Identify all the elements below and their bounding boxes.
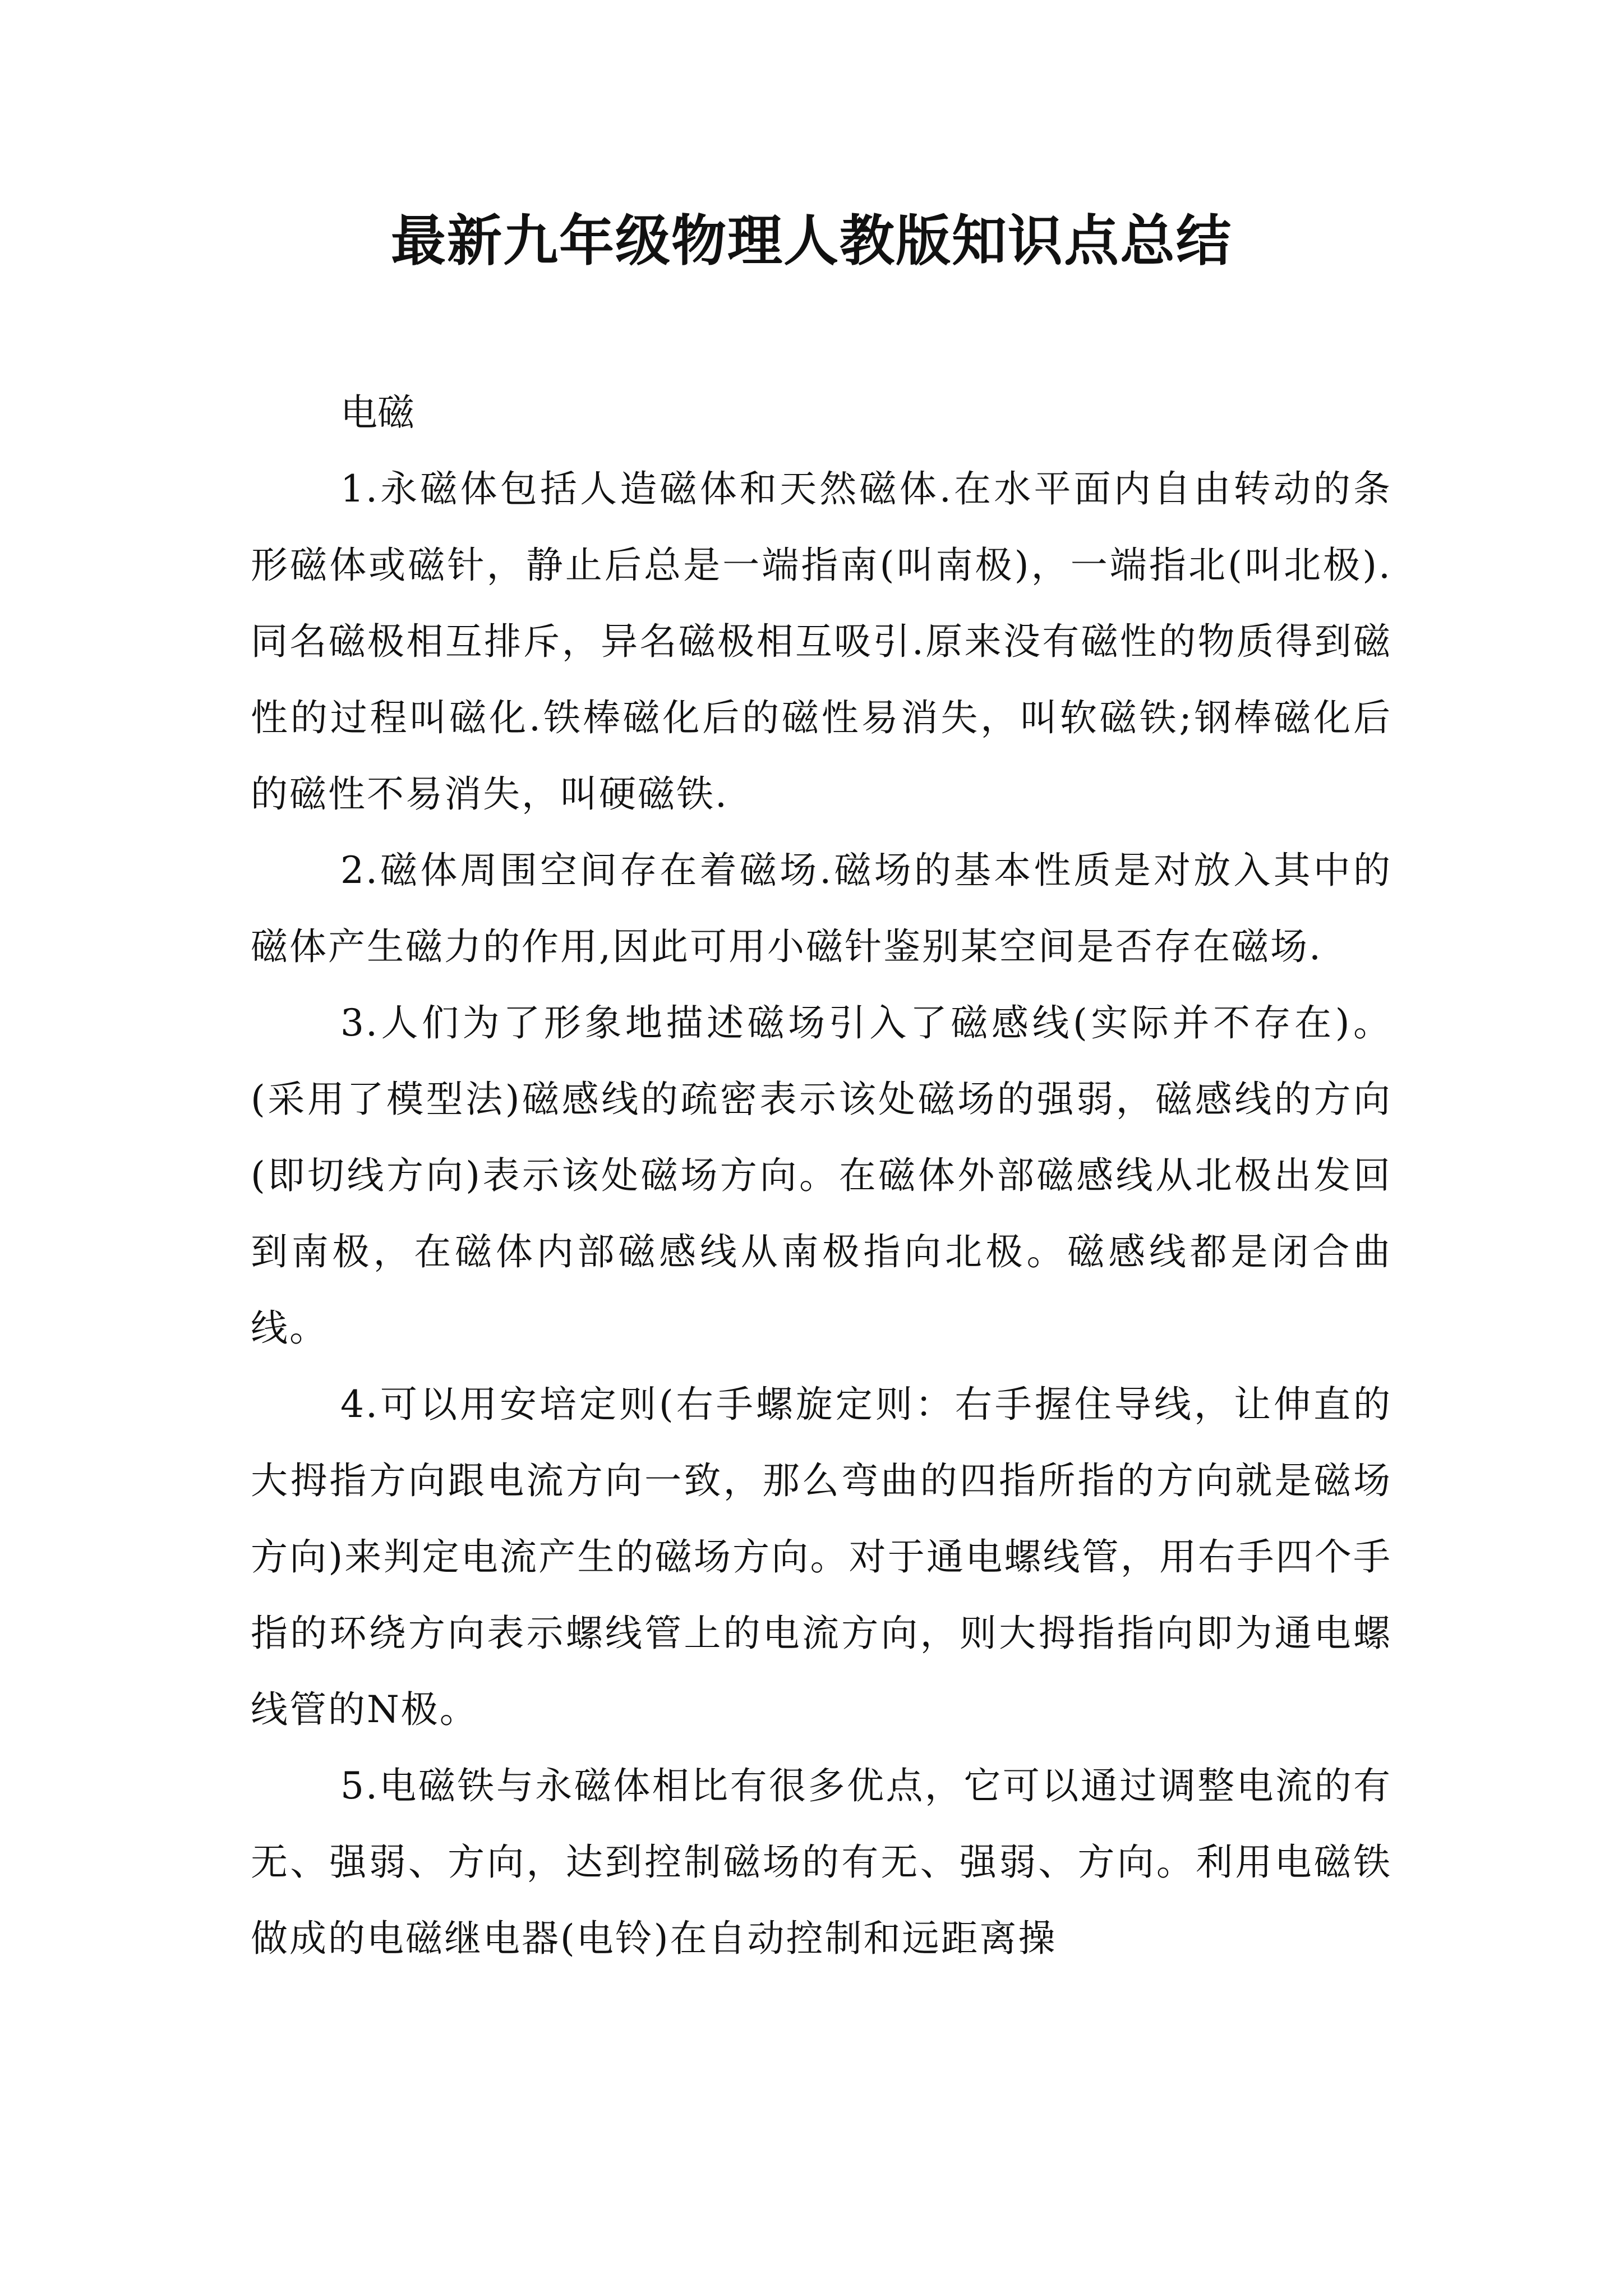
paragraph-5: 5.电磁铁与永磁体相比有很多优点，它可以通过调整电流的有无、强弱、方向，达到控制磁场的有无、强弱、方向。利用电磁铁做成的电磁继电器(电铃)在自动控制和远距离操 — [251, 1764, 1392, 1960]
paragraph-3: 3.人们为了形象地描述磁场引入了磁感线(实际并不存在)。(采用了模型法)磁感线的疏密表示该处磁场的强弱，磁感线的方向(即切线方向)表示该处磁场方向。在磁体外部磁感线从北极出发回到南极，在磁体内部磁感线从南极指向北极。磁感线都是闭合曲线。 — [251, 1001, 1392, 1350]
paragraph-2: 2.磁体周围空间存在着磁场.磁场的基本性质是对放入其中的磁体产生磁力的作用,因此可用小磁针鉴别某空间是否存在磁场. — [251, 849, 1392, 968]
paragraph-4: 4.可以用安培定则(右手螺旋定则：右手握住导线，让伸直的大拇指方向跟电流方向一致，那么弯曲的四指所指的方向就是磁场方向)来判定电流产生的磁场方向。对于通电螺线管，用右手四个手指的环绕方向表示螺线管上的电流方向，则大拇指指向即为通电螺线管的N极。 — [251, 1383, 1392, 1731]
page-title: 最新九年级物理人教版知识点总结 — [390, 209, 1232, 273]
section-heading: 电磁 — [340, 391, 414, 434]
document-body — [251, 375, 1392, 1977]
paragraph-1: 1.永磁体包括人造磁体和天然磁体.在水平面内自由转动的条形磁体或磁针，静止后总是一端指南(叫南极)，一端指北(叫北极).同名磁极相互排斥，异名磁极相互吸引.原来没有磁性的物质得到磁性的过程叫磁化.铁棒磁化后的磁性易消失，叫软磁铁;钢棒磁化后的磁性不易消失，叫硬磁铁. — [251, 467, 1392, 816]
